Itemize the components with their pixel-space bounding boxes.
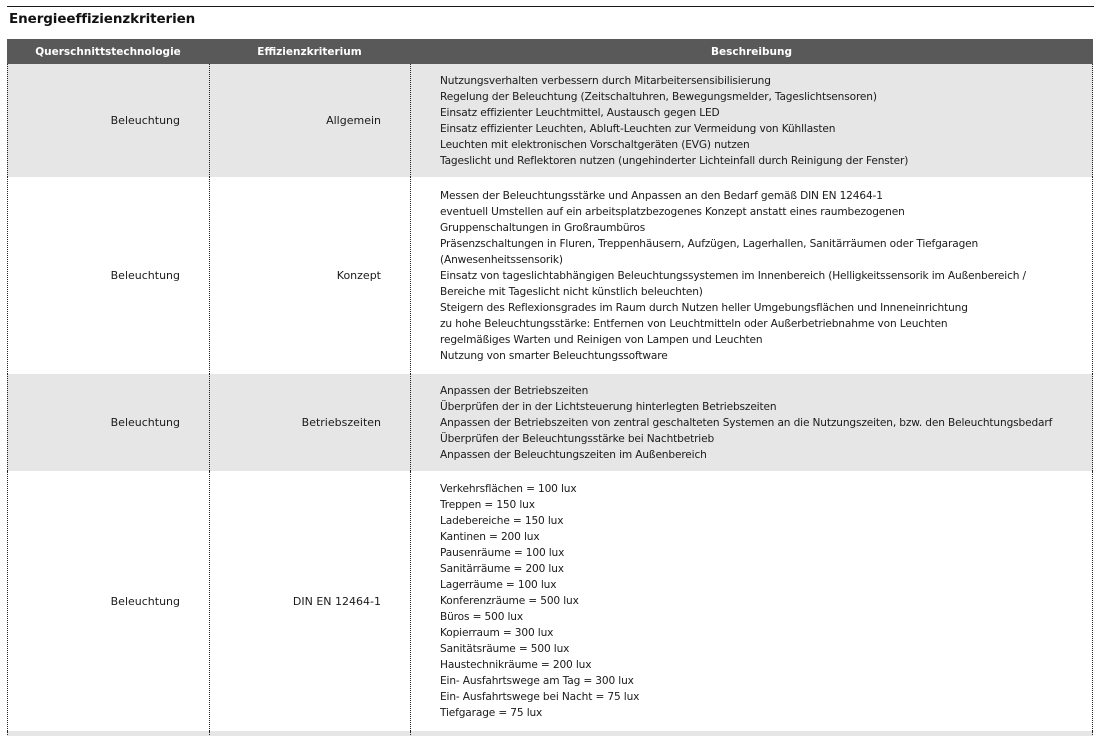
criterion-cell[interactable]	[209, 731, 410, 736]
technology-cell[interactable]: Beleuchtung	[7, 177, 209, 374]
description-line: Einsatz effizienter Leuchten, Abluft-Leuchten zur Vermeidung von Kühllasten	[440, 122, 836, 135]
table-row	[7, 64, 1093, 177]
description-line: Anpassen der Betriebszeiten von zentral geschalteten Systemen an die Nutzungszeiten, bzw. den Beleuchtungsbedarf	[440, 416, 1053, 429]
description-line: Überprüfen der Beleuchtungsstärke bei Nachtbetrieb	[440, 432, 715, 445]
header-technology[interactable]: Querschnittstechnologie	[35, 45, 181, 58]
description-cell[interactable]	[410, 731, 1093, 736]
description-line: Einsatz von tageslichtabhängigen Beleuchtungssystemen im Innenbereich (Helligkeitssensorik im Außenbereich /	[440, 269, 1026, 282]
description-line: Treppen = 150 lux	[440, 499, 535, 511]
description-cell[interactable]	[410, 64, 1093, 177]
description-line: Anpassen der Beleuchtungszeiten im Außenbereich	[440, 448, 707, 461]
description-line: Sanitärräume = 200 lux	[440, 563, 564, 575]
description-line: Nutzung von smarter Beleuchtungssoftware	[440, 349, 668, 362]
description-line: Gruppenschaltungen in Großraumbüros	[440, 221, 646, 234]
top-divider	[7, 6, 1094, 7]
criterion-cell[interactable]: Allgemein	[209, 64, 410, 177]
description-line: Lagerräume = 100 lux	[440, 579, 557, 591]
description-line: Einsatz effizienter Leuchtmittel, Austausch gegen LED	[440, 106, 720, 119]
description-line: Leuchten mit elektronischen Vorschaltgeräten (EVG) nutzen	[440, 138, 750, 151]
table-row	[7, 471, 1093, 731]
description-lines	[440, 188, 1026, 364]
description-line: Sanitätsräume = 500 lux	[440, 643, 570, 655]
description-line: (Anwesenheitssensorik)	[440, 253, 563, 266]
criterion-cell[interactable]: Konzept	[209, 177, 410, 374]
description-cell[interactable]	[410, 177, 1093, 374]
table-header	[7, 39, 1093, 64]
description-line: Verkehrsflächen = 100 lux	[440, 483, 577, 495]
description-line: Steigern des Reflexionsgrades im Raum durch Nutzen heller Umgebungsflächen und Inneneinrichtung	[440, 301, 968, 314]
header-description[interactable]: Beschreibung	[711, 45, 792, 58]
description-lines	[440, 383, 1052, 463]
technology-cell[interactable]: Beleuchtung	[7, 64, 209, 177]
criteria-table	[7, 39, 1093, 736]
description-line: Ein- Ausfahrtswege bei Nacht = 75 lux	[440, 691, 640, 703]
technology-cell[interactable]: Beleuchtung	[7, 471, 209, 731]
description-line: Tiefgarage = 75 lux	[440, 707, 543, 719]
header-criterion[interactable]: Effizienzkriterium	[257, 45, 362, 58]
description-cell[interactable]	[410, 374, 1093, 471]
page-title: Energieeffizienzkriterien	[9, 11, 196, 27]
description-lines	[440, 481, 639, 721]
description-line: Regelung der Beleuchtung (Zeitschaltuhren, Bewegungsmelder, Tageslichtsensoren)	[440, 90, 877, 103]
description-line: Präsenzschaltungen in Fluren, Treppenhäusern, Aufzügen, Lagerhallen, Sanitärräumen oder Tiefgaragen	[440, 237, 979, 250]
description-line: Ladebereiche = 150 lux	[440, 515, 564, 527]
description-line: Anpassen der Betriebszeiten	[440, 384, 589, 397]
description-line: Pausenräume = 100 lux	[440, 547, 565, 559]
description-cell[interactable]	[410, 471, 1093, 731]
table-row	[7, 177, 1093, 374]
description-line: Haustechnikräume = 200 lux	[440, 659, 592, 671]
description-line: Konferenzräume = 500 lux	[440, 595, 579, 607]
criterion-cell[interactable]: Betriebszeiten	[209, 374, 410, 471]
description-line: Überprüfen der in der Lichtsteuerung hinterlegten Betriebszeiten	[440, 400, 777, 413]
description-lines	[440, 73, 908, 169]
description-line: Kantinen = 200 lux	[440, 531, 540, 543]
description-line: zu hohe Beleuchtungsstärke: Entfernen von Leuchtmitteln oder Außerbetriebnahme von Leuchten	[440, 317, 948, 330]
description-line: Tageslicht und Reflektoren nutzen (ungehinderter Lichteinfall durch Reinigung der Fenster)	[440, 154, 909, 167]
description-line: regelmäßiges Warten und Reinigen von Lampen und Leuchten	[440, 333, 763, 346]
description-line: eventuell Umstellen auf ein arbeitsplatzbezogenes Konzept anstatt eines raumbezogenen	[440, 205, 905, 218]
description-line: Büros = 500 lux	[440, 611, 523, 623]
technology-cell[interactable]	[7, 731, 209, 736]
description-line: Nutzungsverhalten verbessern durch Mitarbeitersensibilisierung	[440, 74, 771, 87]
description-line: Ein- Ausfahrtswege am Tag = 300 lux	[440, 675, 634, 687]
technology-cell[interactable]: Beleuchtung	[7, 374, 209, 471]
criterion-cell[interactable]: DIN EN 12464-1	[209, 471, 410, 731]
description-line: Kopierraum = 300 lux	[440, 627, 554, 639]
description-line: Messen der Beleuchtungsstärke und Anpassen an den Bedarf gemäß DIN EN 12464-1	[440, 189, 883, 202]
table-row	[7, 374, 1093, 471]
description-line: Bereiche mit Tageslicht nicht künstlich beleuchten)	[440, 285, 703, 298]
table-row-partial	[7, 731, 1093, 736]
